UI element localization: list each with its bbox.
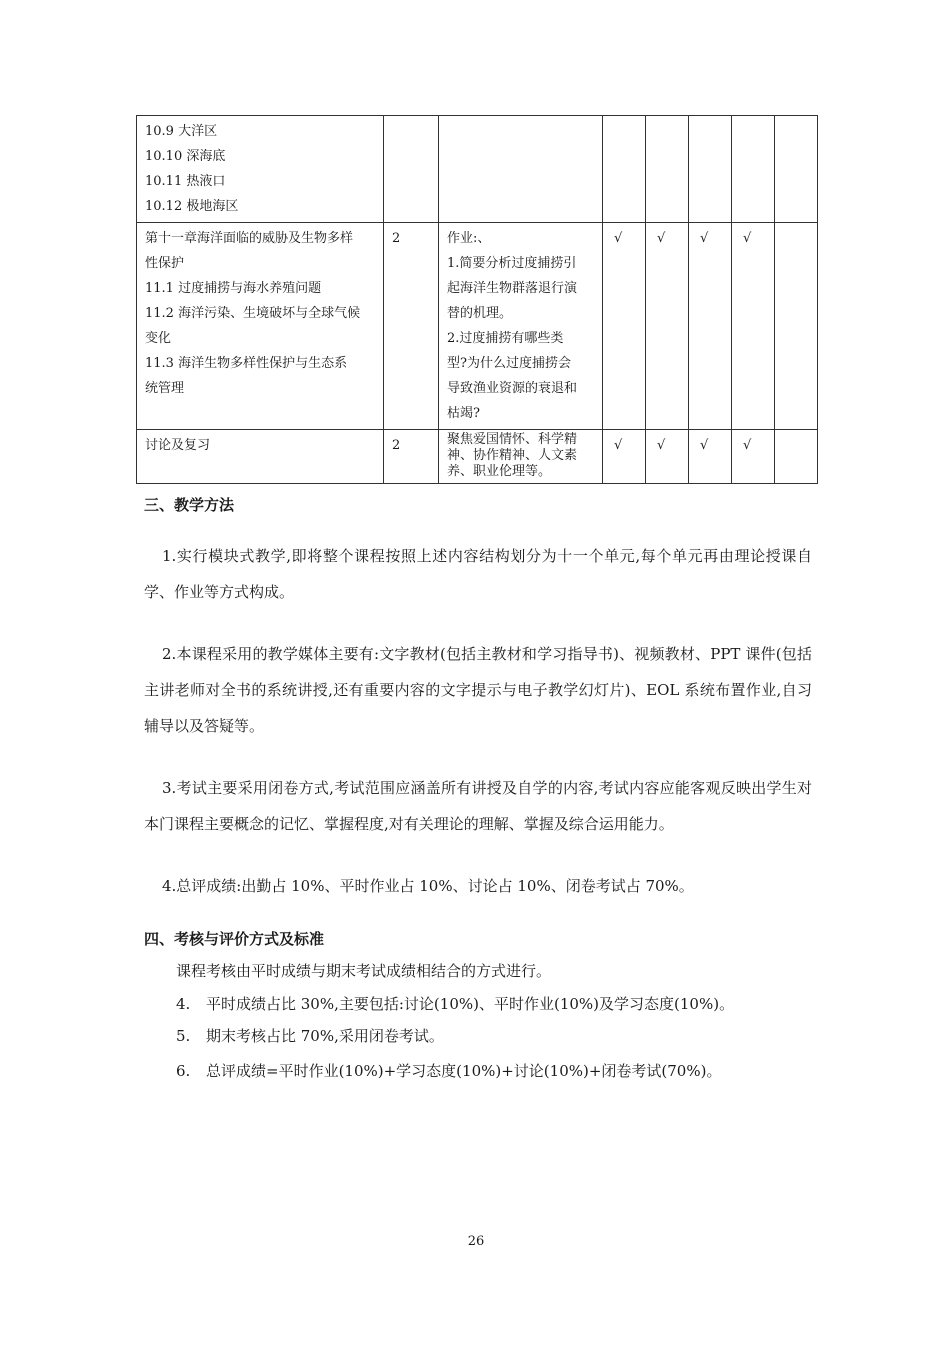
content-cell (137, 116, 384, 223)
check-mark-cell (775, 116, 818, 223)
hours-cell (384, 116, 439, 223)
content-line: 变化 (145, 331, 172, 346)
content-line: 11.3 海洋生物多样性保护与生态系 (145, 356, 348, 371)
content-cell (137, 430, 384, 484)
method-paragraph-1: 1.实行模块式教学,即将整个课程按照上述内容结构划分为十一个单元,每个单元再由理论授课自学、作业等方式构成。 (144, 547, 812, 601)
assessment-item: 4. 平时成绩占比 30%,主要包括:讨论(10%)、平时作业(10%)及学习态度(10%)。 (176, 995, 735, 1013)
section3-title: 三、教学方法 (144, 496, 235, 514)
assignment-cell (439, 430, 603, 484)
content-line: 第十一章海洋面临的威胁及生物多样 (145, 231, 354, 246)
check-mark-cell (775, 223, 818, 430)
content-cell (137, 223, 384, 430)
assessment-item: 6. 总评成绩=平时作业(10%)+学习态度(10%)+讨论(10%)+闭卷考试(70%)。 (176, 1062, 722, 1080)
assignment-line: 聚焦爱国情怀、科学精 (447, 432, 578, 447)
course-table (136, 115, 818, 484)
check-mark-cell (732, 116, 775, 223)
method-paragraph-2: 2.本课程采用的教学媒体主要有:文字教材(包括主教材和学习指导书)、视频教材、PPT 课件(包括主讲老师对全书的系统讲授,还有重要内容的文字提示与电子教学幻灯片)、EOL 系统布置作业,自习辅导以及答疑等。 (144, 645, 812, 735)
assignment-line: 枯竭? (447, 406, 480, 421)
assessment-item: 5. 期末考核占比 70%,采用闭卷考试。 (176, 1027, 444, 1045)
content-line: 10.12 极地海区 (145, 199, 239, 214)
assignment-line: 作业:、 (447, 231, 491, 246)
assignment-line: 起海洋生物群落退行演 (447, 281, 578, 296)
check-mark-cell: √ (689, 223, 732, 430)
assessment-intro: 课程考核由平时成绩与期末考试成绩相结合的方式进行。 (176, 962, 552, 980)
assignment-line: 1.简要分析过度捕捞引 (447, 256, 577, 271)
assignment-line: 养、职业伦理等。 (447, 464, 552, 479)
hours-cell: 2 (384, 223, 439, 430)
table-row (137, 116, 818, 223)
check-mark-cell: √ (646, 430, 689, 484)
content-line: 统管理 (145, 381, 185, 396)
check-mark-cell: √ (689, 430, 732, 484)
content-line: 11.1 过度捕捞与海水养殖问题 (145, 281, 322, 296)
check-mark-cell (689, 116, 732, 223)
check-mark-cell: √ (732, 223, 775, 430)
check-mark-cell (646, 116, 689, 223)
check-mark-cell (775, 430, 818, 484)
content-line: 讨论及复习 (145, 438, 211, 453)
content-line: 10.9 大洋区 (145, 124, 218, 139)
content-line: 10.10 深海底 (145, 149, 226, 164)
check-mark-cell: √ (603, 430, 646, 484)
hours-cell: 2 (384, 430, 439, 484)
content-line: 10.11 热液口 (145, 174, 226, 189)
table-row (137, 430, 818, 484)
assignment-line: 型?为什么过度捕捞会 (447, 356, 571, 371)
content-line: 性保护 (145, 256, 185, 271)
method-paragraph-3: 3.考试主要采用闭卷方式,考试范围应涵盖所有讲授及自学的内容,考试内容应能客观反映出学生对本门课程主要概念的记忆、掌握程度,对有关理论的理解、掌握及综合运用能力。 (144, 779, 812, 833)
method-paragraph-4: 4.总评成绩:出勤占 10%、平时作业占 10%、讨论占 10%、闭卷考试占 70%。 (162, 877, 694, 895)
assignment-cell (439, 116, 603, 223)
assignment-line: 2.过度捕捞有哪些类 (447, 331, 564, 346)
check-mark-cell: √ (646, 223, 689, 430)
content-line: 11.2 海洋污染、生境破坏与全球气候 (145, 306, 361, 321)
assignment-line: 导致渔业资源的衰退和 (447, 381, 578, 396)
check-mark-cell: √ (732, 430, 775, 484)
check-mark-cell (603, 116, 646, 223)
assignment-cell (439, 223, 603, 430)
section4-title: 四、考核与评价方式及标准 (144, 930, 325, 948)
table-row (137, 223, 818, 430)
assignment-line: 神、协作精神、人文素 (447, 448, 578, 463)
page-number: 26 (467, 1234, 485, 1249)
assignment-line: 替的机理。 (447, 306, 513, 321)
check-mark-cell: √ (603, 223, 646, 430)
